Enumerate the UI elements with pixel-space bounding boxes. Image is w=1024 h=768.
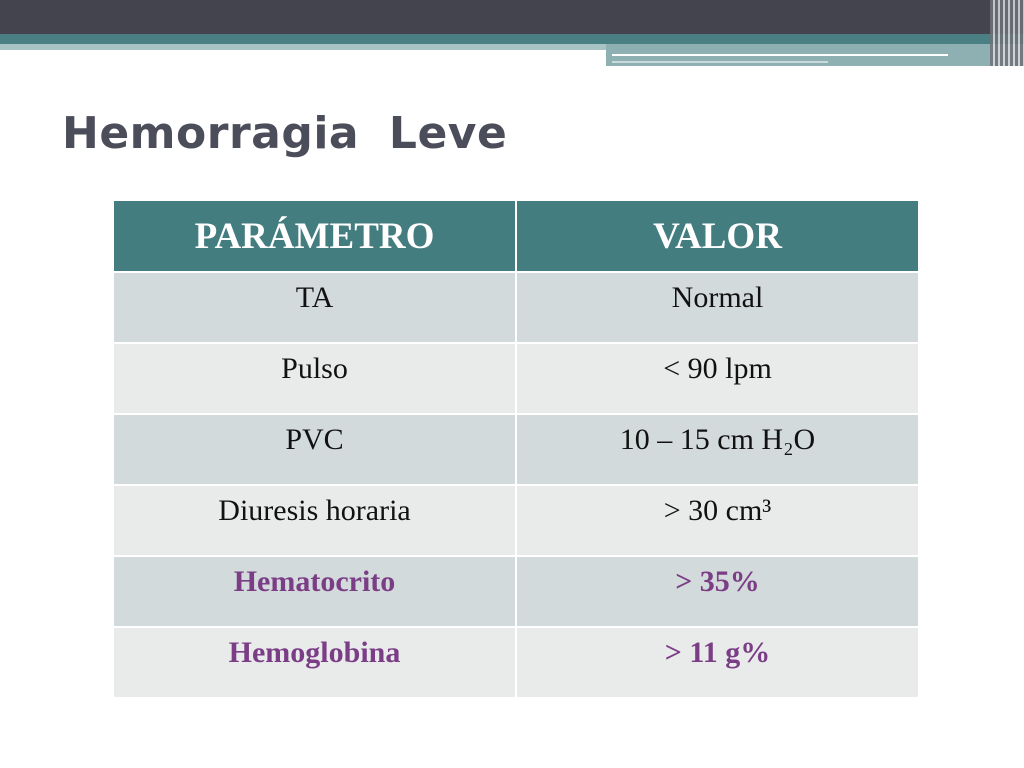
parameter-cell: Hemoglobina — [113, 627, 516, 698]
parameter-cell: PVC — [113, 414, 516, 485]
value-cell: > 35% — [516, 556, 919, 627]
parameter-cell: Pulso — [113, 343, 516, 414]
value-cell: 10 – 15 cm H₂O — [516, 414, 919, 485]
parameter-cell: TA — [113, 272, 516, 343]
value-cell: Normal — [516, 272, 919, 343]
column-header-parameter: PARÁMETRO — [113, 200, 516, 272]
parameter-cell: Diuresis horaria — [113, 485, 516, 556]
table-row-highlighted — [113, 556, 919, 627]
header-band-dark — [0, 0, 1024, 34]
table-row — [113, 414, 919, 485]
header-band-teal — [0, 34, 1024, 44]
table-row — [113, 272, 919, 343]
table-header-row — [113, 200, 919, 272]
header-stripes-decoration — [990, 0, 1024, 66]
value-cell: > 30 cm³ — [516, 485, 919, 556]
header-band-line — [612, 61, 828, 63]
header-band-light — [0, 44, 606, 50]
parameter-cell: Hematocrito — [113, 556, 516, 627]
header-band-line — [612, 54, 948, 56]
table-row — [113, 343, 919, 414]
column-header-value: VALOR — [516, 200, 919, 272]
value-cell: < 90 lpm — [516, 343, 919, 414]
table-row-highlighted — [113, 627, 919, 698]
parameters-table — [112, 199, 920, 699]
value-cell: > 11 g% — [516, 627, 919, 698]
slide-title: Hemorragia Leve — [62, 108, 508, 159]
table-row — [113, 485, 919, 556]
